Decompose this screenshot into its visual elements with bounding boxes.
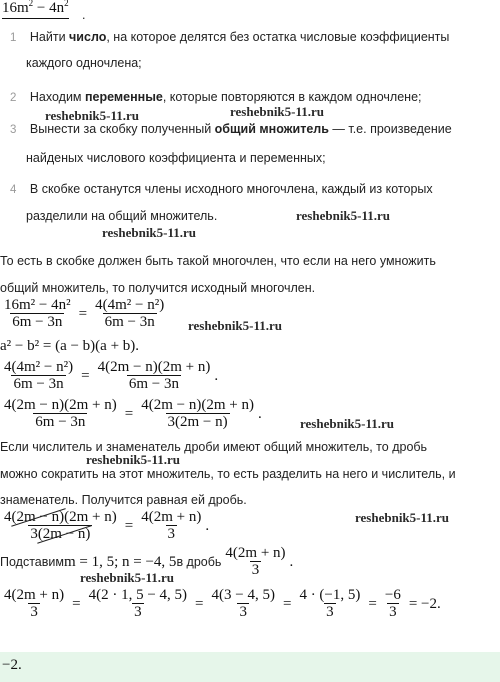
cancelled-factor: (2m − n) (37, 526, 91, 542)
fraction: $\frac{4(3 - 4, 5)}{3}$ (211, 587, 275, 620)
step-3 (10, 122, 452, 136)
step-number: 1 (10, 32, 17, 44)
watermark: reshebnik5-11.ru (80, 570, 175, 585)
fraction: $\frac{4(2m - n)(2m + n)}{3(2m - n)}$ (141, 397, 254, 430)
fraction: $\frac{4(2m + n)}{3}$ (141, 509, 202, 542)
fraction: $\frac{4(2 \cdot 1, 5 - 4, 5)}{3}$ (88, 587, 188, 620)
equation-2: $\frac{\text{4(4m² − n²)}}{6m - 3n}$ = $\frac{4(2m - n)(2m + n)}{6m - 3n}$ . (4, 359, 219, 392)
header-period: . (82, 8, 86, 22)
watermark: reshebnik5-11.ru (355, 510, 450, 525)
step-number: 3 (10, 124, 17, 136)
equation-5: $\frac{4(2m + n)}{3}$ = $\frac{4(2 \cdot 1, 5 - 4, 5)}{3}$ = $\frac{4(3 - 4, 5)}{3}$ = $\frac{4 \cdot (-1, 5)}{3}$ = $\frac{-6}{3}$ = −2. (4, 587, 441, 620)
fraction: $\frac{4(2m - n)(2m + n)}{6m - 3n}$ (4, 397, 117, 430)
fraction: $\frac{4(2m + n)}{3}$ (4, 587, 65, 620)
equation-4: $\frac{4(2m - n)(2m + n)}{3(2m - n)}$ = $\frac{4(2m + n)}{3}$ . (4, 509, 210, 542)
step-4-line2: разделили на общий множитель. (26, 209, 218, 223)
equation-1: $\frac{\text{16m² − 4n²}}{6m - 3n}$ = $\frac{\text{4(4m² − n²)}}{6m - 3n}$ (4, 297, 165, 330)
fraction: $\frac{4 \cdot (-1, 5)}{3}$ (299, 587, 361, 620)
step-3-line2: найденых числового коэффициента и переменных; (26, 151, 326, 165)
identity-formula: a² − b² = (a − b)(a + b). (0, 338, 140, 354)
paragraph-line: То есть в скобке должен быть такой многочлен, что если на него умножить (0, 254, 436, 268)
step-text: Вынести за скобку полученный общий множитель — т.е. произведение (29, 122, 452, 136)
step-number: 2 (10, 92, 17, 104)
fraction: $\frac{-6}{3}$ (384, 587, 401, 620)
fraction: $\frac{4(2m + n)}{3}$ (225, 545, 286, 578)
cancelled-factor: (2m − n) (11, 509, 65, 525)
watermark: reshebnik5-11.ru (188, 318, 283, 333)
watermark: reshebnik5-11.ru (86, 452, 181, 467)
header-expression: $16m^2 - 4n^2$ (2, 0, 69, 19)
equation-3: $\frac{4(2m - n)(2m + n)}{6m - 3n}$ = $\frac{4(2m - n)(2m + n)}{3(2m - n)}$ . (4, 397, 262, 430)
fraction: $\frac{4(2m - n)(2m + n)}{6m - 3n}$ (97, 359, 211, 392)
paragraph-line: общий множитель, то получится исходный многочлен. (0, 281, 316, 295)
fraction: $\frac{\text{4(4m² − n²)}}{6m - 3n}$ (4, 359, 74, 392)
fraction: $\frac{\text{16m² − 4n²}}{6m - 3n}$ (4, 297, 71, 330)
watermark: reshebnik5-11.ru (300, 416, 395, 431)
step-number: 4 (10, 184, 17, 196)
step-text: Находим переменные, которые повторяются в каждом одночлене; (29, 90, 422, 104)
answer-value: −2. (2, 657, 22, 673)
paragraph-line: можно сократить на этот множитель, то есть разделить на него и числитель, и (0, 467, 456, 481)
step-text: Найти число, на которое делятся без остатка числовые коэффициенты (29, 30, 450, 44)
watermark: reshebnik5-11.ru (45, 108, 140, 123)
step-4 (10, 182, 433, 196)
watermark: reshebnik5-11.ru (296, 208, 391, 223)
paragraph-line: Если числитель и знаменатель дроби имеют общий множитель, то дробь (0, 440, 428, 454)
step-2 (10, 90, 422, 104)
watermark: reshebnik5-11.ru (102, 225, 197, 240)
fraction: $\frac{\text{4(4m² − n²)}}{6m - 3n}$ (95, 297, 165, 330)
step-1-line2: каждого одночлена; (26, 56, 142, 70)
step-text: В скобке останутся члены исходного многочлена, каждый из которых (29, 182, 433, 196)
substitution-line: Подставим m = 1, 5; n = −4, 5 в дробь $\frac{4(2m + n)}{3}$ . (0, 545, 294, 578)
step-1 (10, 30, 449, 44)
watermark: reshebnik5-11.ru (230, 104, 325, 119)
paragraph-line: знаменатель. Получится равная ей дробь. (0, 493, 247, 507)
answer-box (0, 652, 500, 682)
fraction: $\frac{4(2m - n)(2m + n)}{3(2m - n)}$ (4, 509, 117, 542)
